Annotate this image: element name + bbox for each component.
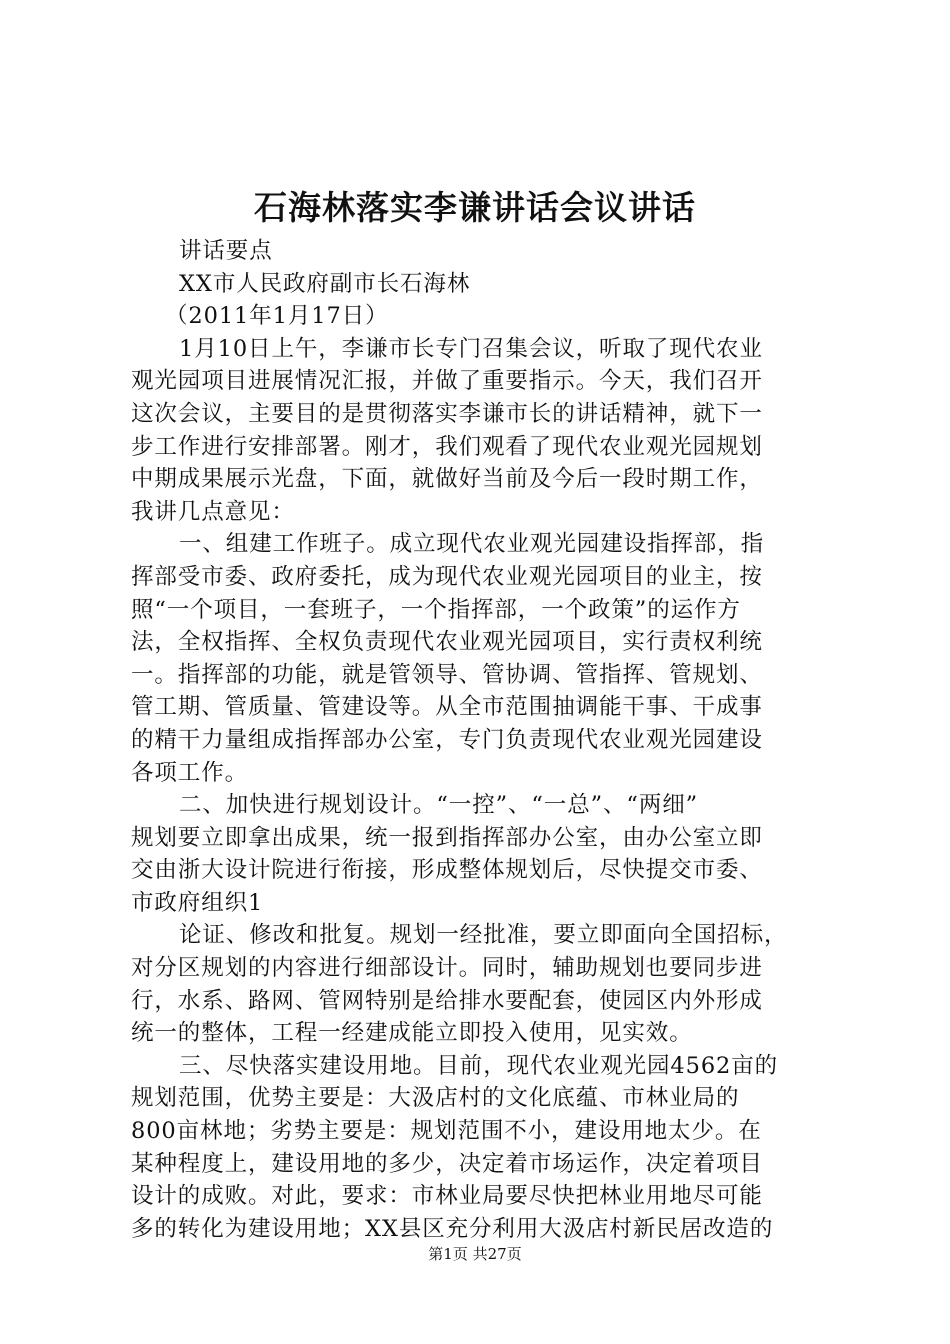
body-line: 法，全权指挥、全权负责现代农业观光园项目，实行责权利统: [131, 629, 763, 656]
body-line: 讲话要点: [179, 238, 273, 264]
document-body: [131, 235, 831, 1245]
body-line: 对分区规划的内容进行细部设计。同时，辅助规划也要同步进: [131, 955, 763, 982]
page-footer: 第1页 共27页: [428, 1245, 522, 1263]
body-line: 观光园项目进展情况汇报，并做了重要指示。今天，我们召开: [131, 368, 763, 395]
body-line: 的精干力量组成指挥部办公室，专门负责现代农业观光园建设: [131, 726, 763, 753]
body-line: （2011年1月17日）: [165, 303, 389, 330]
body-line: 多的转化为建设用地；XX县区充分利用大汲店村新民居改造的: [131, 1215, 774, 1242]
document-title: 石海林落实李谦讲话会议讲话: [254, 188, 696, 227]
body-line: 我讲几点意见：: [131, 498, 295, 525]
body-line: 二、加快进行规划设计。“一控”、“一总”、“两细”: [179, 792, 699, 819]
body-line: 行，水系、路网、管网特别是给排水要配套，使园区内外形成: [131, 987, 763, 1014]
body-line: 三、尽快落实建设用地。目前，现代农业观光园4562亩的: [179, 1052, 779, 1079]
body-line: 各项工作。: [131, 759, 249, 786]
body-line: 设计的成败。对此，要求：市林业局要尽快把林业用地尽可能: [131, 1183, 763, 1210]
body-line: 规划范围，优势主要是：大汲店村的文化底蕴、市林业局的: [131, 1085, 740, 1112]
body-line: 照“一个项目，一套班子，一个指挥部，一个政策”的运作方: [131, 596, 741, 623]
body-line: 规划要立即拿出成果，统一报到指挥部办公室，由办公室立即: [131, 824, 763, 851]
body-line: 一、组建工作班子。成立现代农业观光园建设指挥部，指: [179, 531, 765, 558]
body-line: 统一的整体，工程一经建成能立即投入使用，见实效。: [131, 1020, 693, 1047]
body-line: 这次会议，主要目的是贯彻落实李谦市长的讲话精神，就下一: [131, 400, 763, 427]
body-line: 步工作进行安排部署。刚才，我们观看了现代农业观光园规划: [131, 433, 763, 460]
body-line: 市政府组织1: [131, 889, 264, 916]
body-line: XX市人民政府副市长石海林: [179, 270, 471, 297]
body-line: 管工期、管质量、管建设等。从全市范围抽调能干事、干成事: [131, 694, 763, 721]
body-line: 论证、修改和批复。规划一经批准，要立即面向全国招标，: [179, 922, 788, 949]
body-line: 交由浙大设计院进行衔接，形成整体规划后，尽快提交市委、: [131, 857, 763, 884]
body-line: 某种程度上，建设用地的多少，决定着市场运作，决定着项目: [131, 1150, 763, 1177]
body-line: 中期成果展示光盘，下面，就做好当前及今后一段时期工作，: [131, 466, 763, 493]
body-line: 挥部受市委、政府委托，成为现代农业观光园项目的业主，按: [131, 563, 763, 590]
body-line: 1月10日上午，李谦市长专门召集会议，听取了现代农业: [179, 335, 763, 362]
body-line: 一。指挥部的功能，就是管领导、管协调、管指挥、管规划、: [131, 661, 763, 688]
body-line: 800亩林地；劣势主要是：规划范围不小，建设用地太少。在: [131, 1118, 762, 1145]
